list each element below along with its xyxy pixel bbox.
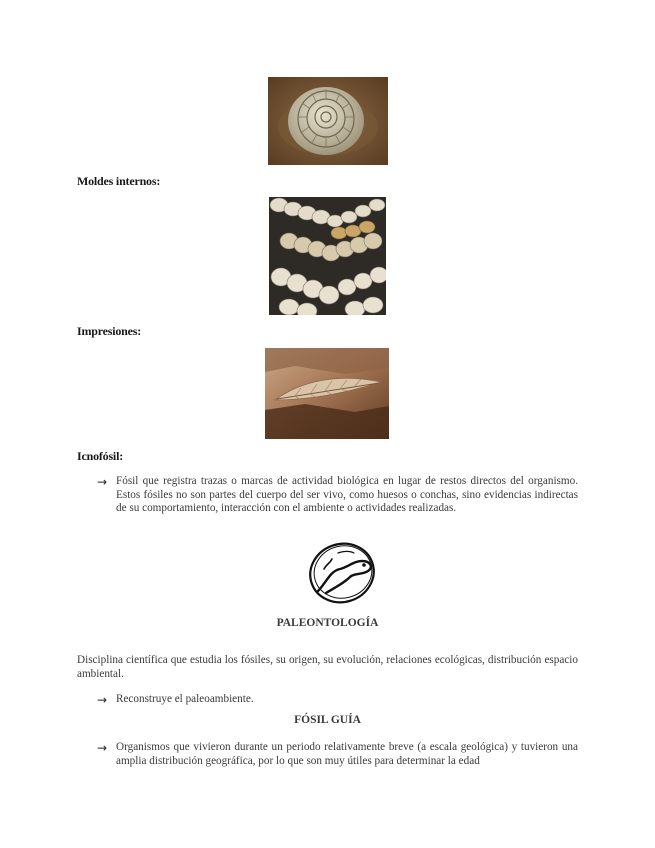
paleontologia-bullet: Reconstruye el paleoambiente. [116,693,254,705]
section-heading-icnofosil: Icnofósil: [77,449,124,463]
paleontologia-title: PALEONTOLOGÍA [276,617,379,629]
paleontologia-definition: Disciplina científica que estudia los fósiles, su origen, su evolución, relaciones ecológicas, distribución espacio ambiental. [77,654,578,680]
ammonite-photo [268,77,388,165]
leaf-impression-photo [265,348,389,439]
bullet-arrow-icon: → [97,475,108,489]
fosil-guia-title: FÓSIL GUÍA [294,714,361,726]
internal-molds-photo [269,197,386,315]
bullet-arrow-icon: → [97,693,108,707]
trace-fossil-sketch [304,539,380,607]
section-heading-impresiones: Impresiones: [77,324,142,338]
bullet-arrow-icon: → [97,741,108,755]
fosil-guia-bullet: Organismos que vivieron durante un periodo relativamente breve (a escala geológica) y tuvieron una amplia distribución geográfica, por lo que son muy útiles para determinar la edad [116,741,578,767]
section-heading-moldes-internos: Moldes internos: [77,174,161,188]
icnofosil-description: Fósil que registra trazas o marcas de actividad biológica en lugar de restos directos del organismo. Estos fósiles no son partes del cuerpo del ser vivo, como huesos o conchas, sino evidencias indirectas de su comportamiento, interacción con el ambiente o actividades realizadas. [116,475,578,514]
